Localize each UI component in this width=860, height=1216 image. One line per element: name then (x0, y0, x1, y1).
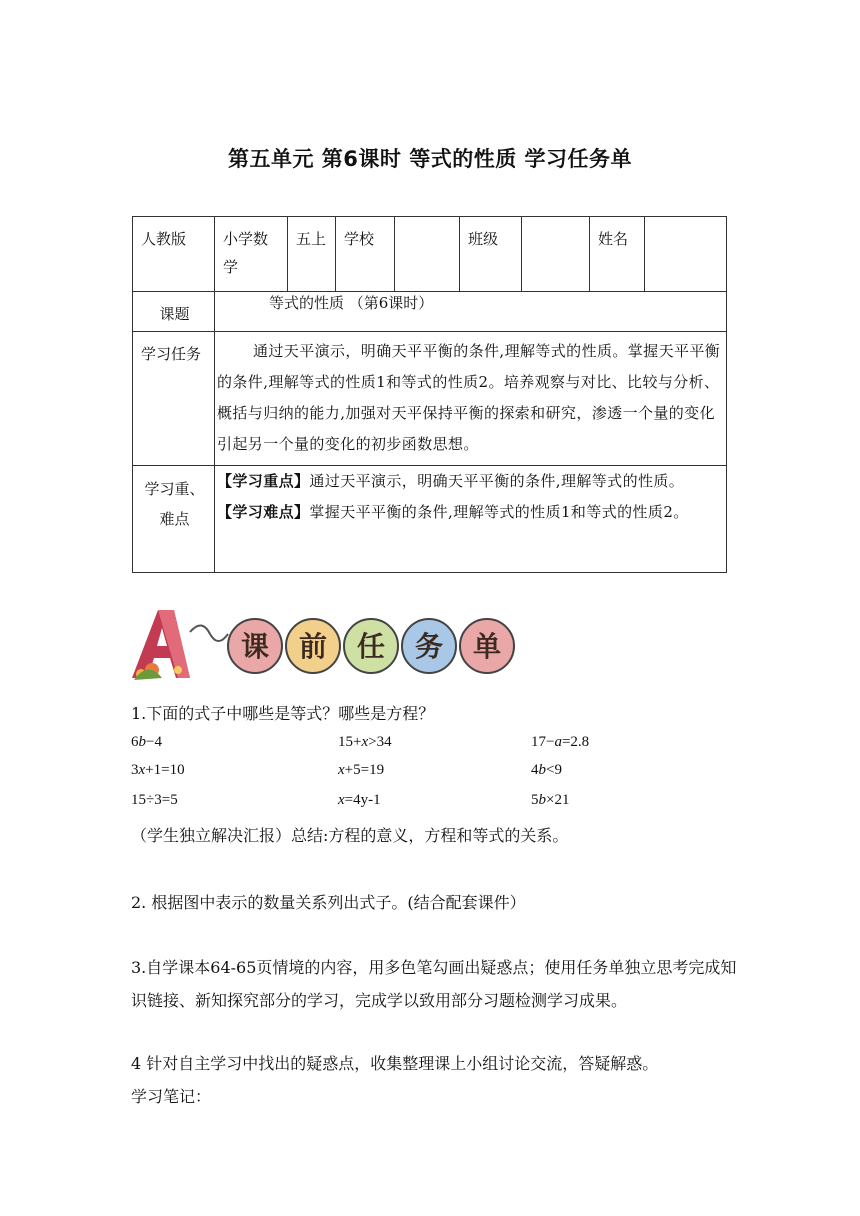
publisher: 人教版 (141, 230, 187, 248)
expression-item: 15+x>34 (338, 734, 392, 750)
key-point-text: 通过天平演示，明确天平平衡的条件,理解等式的性质。 (309, 472, 685, 490)
topic-label: 课题 (159, 305, 190, 323)
topic-value-cell (215, 292, 727, 332)
school-label: 学校 (344, 230, 375, 248)
focus-label: 学习重、难点 (144, 480, 205, 528)
question-2: 2. 根据图中表示的数量关系列出式子。(结合配套课件） (131, 893, 526, 912)
expression-item: 5b×21 (531, 792, 570, 808)
school-label-cell (336, 217, 395, 292)
topic-label-cell (133, 292, 215, 332)
expression-item: x=4y-1 (338, 792, 381, 808)
expression-item: 4b<9 (531, 762, 562, 778)
banner-char-3: 任 (356, 630, 386, 663)
banner-char-2: 前 (298, 630, 328, 663)
hard-point-text: 掌握天平平衡的条件,理解等式的性质1和等式的性质2。 (309, 503, 689, 521)
banner-circle-5 (460, 619, 514, 673)
banner-circle-1 (228, 619, 282, 673)
banner-char-4: 务 (414, 630, 444, 663)
banner-letter-a-icon (132, 610, 190, 680)
name-label-cell (590, 217, 645, 292)
task-label: 学习任务 (141, 345, 202, 363)
expression-item: 17−a=2.8 (531, 734, 590, 750)
task-text: 通过天平演示，明确天平平衡的条件,理解等式的性质。掌握天平平衡的条件,理解等式的性质1和等式的性质2。培养观察与对比、比较与分析、概括与归纳的能力,加强对天平保持平衡的探索和研究，渗透一个量的变化引起另一个量的变化的初步函数思想。 (217, 342, 721, 453)
banner-circle-3 (344, 619, 398, 673)
banner-char-1: 课 (240, 630, 270, 663)
name-field[interactable] (645, 217, 727, 292)
pre-class-banner (128, 604, 502, 684)
class-label-cell (460, 217, 522, 292)
grade-cell (288, 217, 336, 292)
subject: 小学数学 (223, 230, 269, 276)
question-1: 1.下面的式子中哪些是等式？哪些是方程？ (131, 704, 435, 723)
question-3: 3.自学课本64-65页情境的内容，用多色笔勾画出疑惑点；使用任务单独立思考完成知识链接、新知探究部分的学习，完成学以致用部分习题检测学习成果。 (131, 958, 737, 1010)
name-label: 姓名 (598, 230, 629, 248)
class-label: 班级 (468, 230, 499, 248)
expression-item: 3x+1=10 (131, 762, 185, 778)
key-point-tag: 【学习重点】 (217, 472, 310, 490)
expression-item: x+5=19 (338, 762, 385, 778)
banner-circle-4 (402, 619, 456, 673)
banner-char-5: 单 (472, 630, 502, 663)
banner-connector (190, 625, 228, 641)
info-table (132, 216, 727, 573)
question-4: 4 针对自主学习中找出的疑惑点，收集整理课上小组讨论交流，答疑解惑。 (131, 1054, 659, 1073)
class-field[interactable] (522, 217, 590, 292)
grade: 五上 (296, 230, 327, 248)
hard-point-tag: 【学习难点】 (217, 503, 310, 521)
question-1-summary: （学生独立解决汇报）总结:方程的意义，方程和等式的关系。 (131, 826, 569, 845)
notes-label: 学习笔记： (131, 1087, 212, 1106)
task-label-cell (133, 332, 215, 466)
topic-value: 等式的性质 （第6课时） (269, 294, 434, 312)
expression-item: 6b−4 (131, 734, 162, 750)
banner-circle-2 (286, 619, 340, 673)
page-title: 第五单元 第6课时 等式的性质 学习任务单 (227, 147, 633, 171)
task-text-cell (215, 332, 727, 466)
focus-label-cell (133, 466, 215, 573)
expression-item: 15÷3=5 (131, 792, 178, 808)
school-field[interactable] (395, 217, 460, 292)
subject-cell (215, 217, 288, 292)
focus-text-cell (215, 466, 727, 573)
publisher-cell (133, 217, 215, 292)
